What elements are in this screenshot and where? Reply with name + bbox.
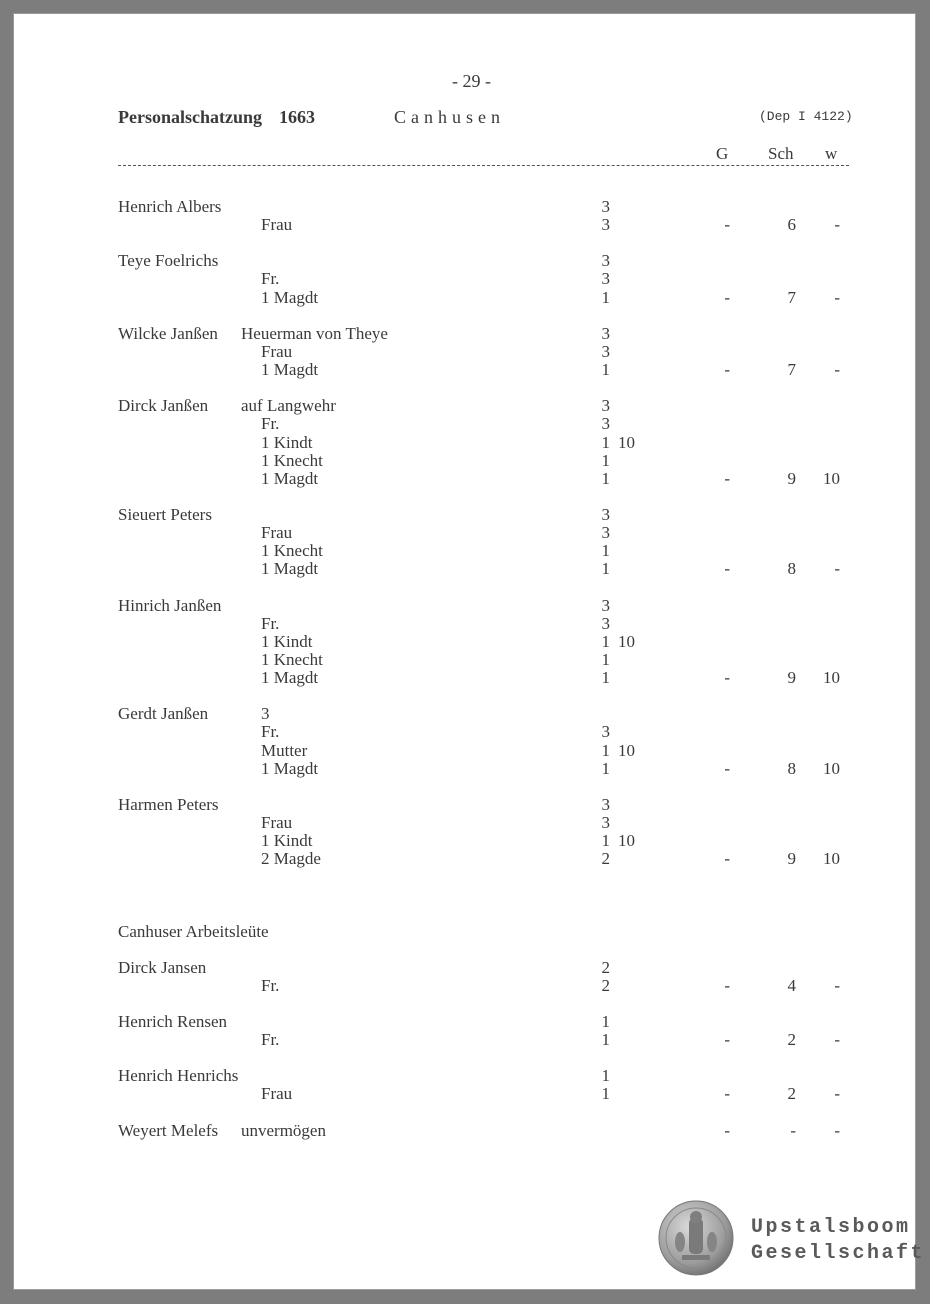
member-label: Fr. bbox=[261, 722, 280, 742]
member-count: 3 bbox=[601, 813, 610, 833]
tax-g: - bbox=[724, 1120, 730, 1140]
person-name: Hinrich Janßen bbox=[118, 595, 222, 615]
member-label: Frau bbox=[261, 341, 293, 361]
member-label: 1 Magdt bbox=[261, 468, 319, 488]
tax-g: - bbox=[724, 758, 730, 778]
member-count: 3 bbox=[601, 215, 610, 235]
document-title: Personalschatzung bbox=[118, 107, 262, 127]
member-label: Fr. bbox=[261, 613, 280, 633]
person-count: 3 bbox=[601, 794, 610, 814]
tax-w: - bbox=[834, 559, 840, 579]
member-label: 1 Kindt bbox=[261, 631, 313, 651]
member-count: 1 bbox=[601, 541, 610, 561]
member-count: 3 bbox=[601, 341, 610, 361]
page-number: - 29 - bbox=[452, 71, 491, 91]
person-note: auf Langwehr bbox=[241, 396, 336, 416]
member-count: 3 bbox=[601, 722, 610, 742]
member-label: 1 Magdt bbox=[261, 360, 319, 380]
tax-g: - bbox=[724, 215, 730, 235]
member-label: Fr. bbox=[261, 414, 280, 434]
member-extra: 10 bbox=[618, 831, 635, 851]
tax-w: 10 bbox=[823, 758, 840, 778]
member-label: Mutter bbox=[261, 740, 308, 760]
person-count: 1 bbox=[601, 1066, 610, 1086]
person-count: 3 bbox=[601, 197, 610, 216]
member-label: Fr. bbox=[261, 269, 280, 289]
member-count: 1 bbox=[601, 650, 610, 669]
member-extra: 10 bbox=[618, 631, 635, 651]
tax-sch: 7 bbox=[787, 287, 796, 307]
person-name: Dirck Jansen bbox=[118, 957, 207, 977]
tax-sch: 9 bbox=[787, 668, 796, 688]
member-label: 1 Magdt bbox=[261, 287, 319, 307]
society-name-line1: Upstalsboom bbox=[751, 1216, 911, 1239]
person-name: Henrich Albers bbox=[118, 197, 222, 216]
member-label: 1 Magdt bbox=[261, 668, 319, 688]
person-name: Henrich Rensen bbox=[118, 1011, 228, 1031]
member-count: 1 bbox=[601, 468, 610, 488]
tax-g: - bbox=[724, 468, 730, 488]
place-name: Canhusen bbox=[394, 107, 505, 127]
member-count: 1 bbox=[601, 740, 610, 760]
person-count: 3 bbox=[601, 396, 610, 416]
tax-g: - bbox=[724, 360, 730, 380]
member-count: 3 bbox=[601, 613, 610, 633]
column-header-sch: Sch bbox=[768, 144, 794, 163]
member-count: 1 bbox=[601, 758, 610, 778]
person-count: 2 bbox=[601, 957, 610, 977]
member-count: 1 bbox=[601, 831, 610, 851]
member-extra: 10 bbox=[618, 432, 635, 452]
tax-g: - bbox=[724, 1030, 730, 1050]
member-count: 2 bbox=[601, 849, 610, 869]
header-divider bbox=[118, 165, 849, 166]
person-name: Gerdt Janßen bbox=[118, 704, 209, 724]
tax-sch: 8 bbox=[787, 758, 796, 778]
member-label: 1 Knecht bbox=[261, 450, 323, 470]
document-year: 1663 bbox=[279, 107, 315, 127]
tax-sch: 2 bbox=[787, 1084, 796, 1104]
tax-w: 10 bbox=[823, 849, 840, 869]
person-count: 3 bbox=[601, 251, 610, 271]
member-count: 3 bbox=[601, 523, 610, 543]
tax-sch: 9 bbox=[787, 468, 796, 488]
tax-w: - bbox=[834, 975, 840, 995]
member-count: 2 bbox=[601, 975, 610, 995]
member-count: 1 bbox=[601, 631, 610, 651]
member-count: 1 bbox=[601, 559, 610, 579]
tax-g: - bbox=[724, 975, 730, 995]
tax-w: - bbox=[834, 287, 840, 307]
tax-sch: 8 bbox=[787, 559, 796, 579]
member-label: 2 Magde bbox=[261, 849, 321, 869]
person-name: Dirck Janßen bbox=[118, 396, 209, 416]
person-note: Heuerman von Theye bbox=[241, 323, 388, 343]
tax-sch: 2 bbox=[787, 1030, 796, 1050]
person-count: 3 bbox=[261, 704, 270, 724]
member-label: 1 Knecht bbox=[261, 541, 323, 561]
person-name: Sieuert Peters bbox=[118, 504, 212, 524]
member-label: 1 Magdt bbox=[261, 758, 319, 778]
member-label: Fr. bbox=[261, 1030, 280, 1050]
person-count: 3 bbox=[601, 595, 610, 615]
person-name: Teye Foelrichs bbox=[118, 251, 219, 271]
member-extra: 10 bbox=[618, 740, 635, 760]
seal-icon bbox=[658, 1200, 734, 1276]
member-label: Frau bbox=[261, 215, 293, 235]
tax-g: - bbox=[724, 849, 730, 869]
tax-g: - bbox=[724, 559, 730, 579]
member-label: 1 Knecht bbox=[261, 650, 323, 669]
column-header-g: G bbox=[716, 144, 729, 163]
column-header-w: w bbox=[825, 144, 838, 163]
member-count: 3 bbox=[601, 269, 610, 289]
member-label: 1 Kindt bbox=[261, 432, 313, 452]
member-count: 1 bbox=[601, 1084, 610, 1104]
person-name: Wilcke Janßen bbox=[118, 323, 218, 343]
tax-w: - bbox=[834, 1120, 840, 1140]
tax-g: - bbox=[724, 287, 730, 307]
person-name: Weyert Melefs bbox=[118, 1120, 219, 1140]
member-label: Fr. bbox=[261, 975, 280, 995]
section-title: Canhuser Arbeitsleüte bbox=[118, 921, 269, 941]
member-count: 1 bbox=[601, 360, 610, 380]
tax-g: - bbox=[724, 1084, 730, 1104]
document-page bbox=[14, 14, 926, 1289]
tax-w: - bbox=[834, 215, 840, 235]
tax-sch: 6 bbox=[787, 215, 796, 235]
tax-g: - bbox=[724, 668, 730, 688]
tax-sch: 9 bbox=[787, 849, 796, 869]
member-count: 1 bbox=[601, 450, 610, 470]
archive-reference: (Dep I 4122) bbox=[759, 109, 853, 124]
member-count: 1 bbox=[601, 432, 610, 452]
member-count: 1 bbox=[601, 668, 610, 688]
member-label: Frau bbox=[261, 1084, 293, 1104]
person-count: 1 bbox=[601, 1011, 610, 1031]
member-count: 3 bbox=[601, 414, 610, 434]
tax-w: - bbox=[834, 360, 840, 380]
tax-sch: 4 bbox=[787, 975, 796, 995]
tax-sch: 7 bbox=[787, 360, 796, 380]
tax-w: 10 bbox=[823, 468, 840, 488]
tax-w: - bbox=[834, 1030, 840, 1050]
tax-w: - bbox=[834, 1084, 840, 1104]
member-label: 1 Kindt bbox=[261, 831, 313, 851]
member-label: Frau bbox=[261, 813, 293, 833]
member-count: 1 bbox=[601, 287, 610, 307]
tax-sch: - bbox=[790, 1120, 796, 1140]
person-name: Harmen Peters bbox=[118, 794, 219, 814]
tax-w: 10 bbox=[823, 668, 840, 688]
person-name: Henrich Henrichs bbox=[118, 1066, 239, 1086]
person-count: 3 bbox=[601, 504, 610, 524]
member-label: 1 Magdt bbox=[261, 559, 319, 579]
person-count: 3 bbox=[601, 323, 610, 343]
member-label: Frau bbox=[261, 523, 293, 543]
society-name-line2: Gesellschaft bbox=[751, 1242, 926, 1265]
member-count: 1 bbox=[601, 1030, 610, 1050]
person-note: unvermögen bbox=[241, 1120, 326, 1140]
